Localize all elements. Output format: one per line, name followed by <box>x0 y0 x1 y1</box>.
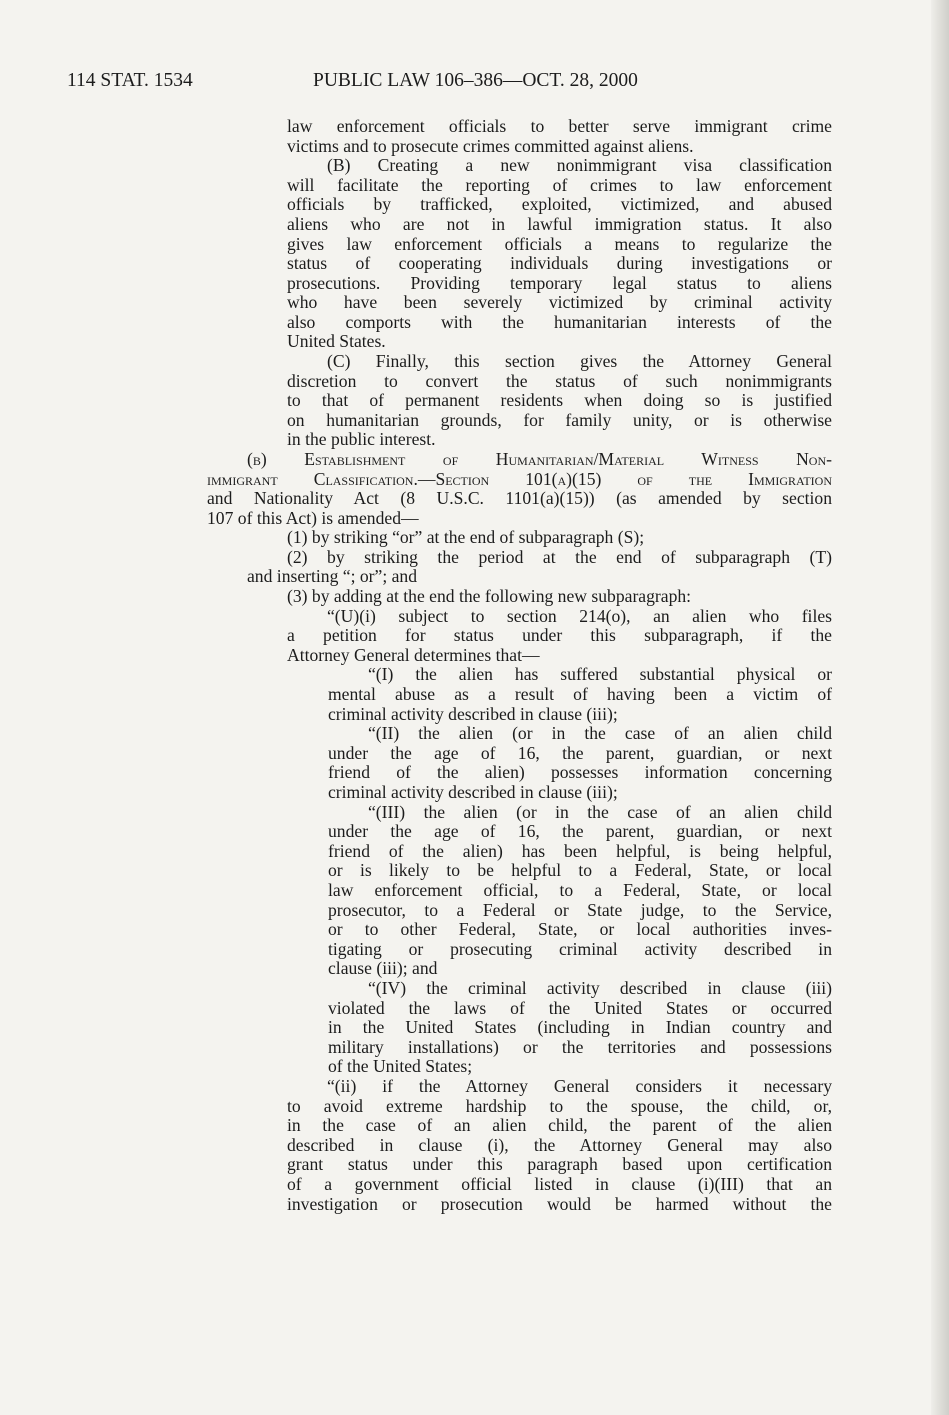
text-line: in the case of an alien child, the parent of the alien <box>287 1115 832 1135</box>
text-line: also comports with the humanitarian interests of the <box>287 312 832 332</box>
text-line: or to other Federal, State, or local authorities inves- <box>328 919 832 939</box>
text-line: “(II) the alien (or in the case of an alien child <box>368 723 832 743</box>
text-line: discretion to convert the status of such nonimmigrants <box>287 371 832 391</box>
text-line: grant status under this paragraph based upon certification <box>287 1154 832 1174</box>
text-line: to avoid extreme hardship to the spouse, the child, or, <box>287 1096 832 1116</box>
statute-page-reference: 114 STAT. 1534 <box>67 70 193 91</box>
text-line: Attorney General determines that— <box>287 645 540 665</box>
text-line: criminal activity described in clause (iii); <box>328 704 618 724</box>
text-line: prosecutions. Providing temporary legal status to aliens <box>287 273 832 293</box>
text-line: “(IV) the criminal activity described in clause (iii) <box>368 978 832 998</box>
text-line: status of cooperating individuals during investigations or <box>287 253 832 273</box>
law-title-header: PUBLIC LAW 106–386—OCT. 28, 2000 <box>313 70 638 91</box>
text-line: of the United States; <box>328 1056 473 1076</box>
text-line: friend of the alien) possesses information concerning <box>328 762 832 782</box>
text-line: law enforcement officials to better serve immigrant crime <box>287 116 832 136</box>
text-line: “(I) the alien has suffered substantial physical or <box>368 664 832 684</box>
text-line: prosecutor, to a Federal or State judge, to the Service, <box>328 900 832 920</box>
page-edge-shadow <box>931 0 949 1415</box>
text-line: (3) by adding at the end the following new subparagraph: <box>287 586 692 606</box>
text-line: to that of permanent residents when doing so is justified <box>287 390 832 410</box>
subsection-heading-line: (b) Establishment of Humanitarian/Material Witness Non- <box>247 449 832 469</box>
text-line: in the United States (including in Indian country and <box>328 1017 832 1037</box>
text-line: a petition for status under this subparagraph, if the <box>287 625 832 645</box>
text-line: and Nationality Act (8 U.S.C. 1101(a)(15)) (as amended by section <box>207 488 832 508</box>
text-line: criminal activity described in clause (iii); <box>328 782 618 802</box>
text-line: in the public interest. <box>287 429 436 449</box>
text-line: under the age of 16, the parent, guardian, or next <box>328 821 832 841</box>
text-line: or is likely to be helpful to a Federal, State, or local <box>328 860 832 880</box>
text-line: gives law enforcement officials a means to regularize the <box>287 234 832 254</box>
text-line: on humanitarian grounds, for family unity, or is otherwise <box>287 410 832 430</box>
subsection-heading-line: immigrant Classification.—Section 101(a)(15) of the Immigration <box>207 469 832 489</box>
text-line: under the age of 16, the parent, guardian, or next <box>328 743 832 763</box>
text-line: (2) by striking the period at the end of subparagraph (T) <box>287 547 832 567</box>
text-line: will facilitate the reporting of crimes to law enforcement <box>287 175 832 195</box>
text-line: 107 of this Act) is amended— <box>207 508 419 528</box>
text-line: “(ii) if the Attorney General considers it necessary <box>327 1076 832 1096</box>
text-line: United States. <box>287 331 386 351</box>
text-line: friend of the alien) has been helpful, is being helpful, <box>328 841 832 861</box>
text-line: of a government official listed in clause (i)(III) that an <box>287 1174 832 1194</box>
text-line: military installations) or the territories and possessions <box>328 1037 832 1057</box>
text-line: “(III) the alien (or in the case of an alien child <box>368 802 832 822</box>
text-line: “(U)(i) subject to section 214(o), an alien who files <box>327 606 832 626</box>
text-line: mental abuse as a result of having been a victim of <box>328 684 832 704</box>
text-line: officials by trafficked, exploited, victimized, and abused <box>287 194 832 214</box>
text-line: (1) by striking “or” at the end of subparagraph (S); <box>287 527 645 547</box>
text-line: investigation or prosecution would be harmed without the <box>287 1194 832 1214</box>
text-line: clause (iii); and <box>328 958 438 978</box>
text-line: tigating or prosecuting criminal activity described in <box>328 939 832 959</box>
text-line: victims and to prosecute crimes committed against aliens. <box>287 136 694 156</box>
text-line: law enforcement official, to a Federal, State, or local <box>328 880 832 900</box>
text-line: violated the laws of the United States or occurred <box>328 998 832 1018</box>
text-line: and inserting “; or”; and <box>247 566 418 586</box>
text-line: aliens who are not in lawful immigration status. It also <box>287 214 832 234</box>
text-line: (B) Creating a new nonimmigrant visa classification <box>327 155 832 175</box>
text-line: (C) Finally, this section gives the Attorney General <box>327 351 832 371</box>
text-line: who have been severely victimized by criminal activity <box>287 292 832 312</box>
text-line: described in clause (i), the Attorney General may also <box>287 1135 832 1155</box>
